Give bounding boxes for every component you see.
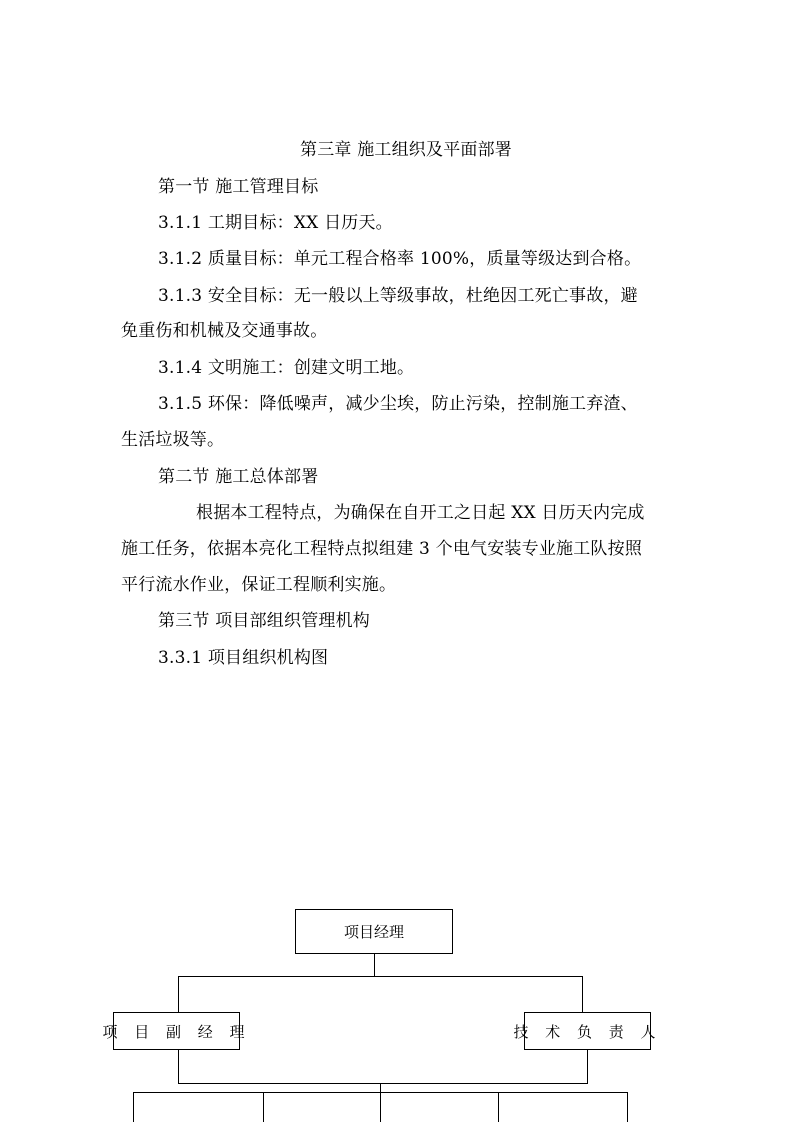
section2-para-line3: 平行流水作业，保证工程顺利实施。: [121, 575, 397, 595]
org-connector: [133, 1092, 628, 1093]
org-connector: [178, 976, 179, 1012]
org-connector: [587, 1050, 588, 1083]
chapter-title: 第三章 施工组织及平面部署: [300, 140, 513, 160]
org-connector: [380, 1083, 381, 1122]
org-connector: [133, 1092, 134, 1122]
org-connector: [498, 1092, 499, 1122]
section2-para-line2: 施工任务，依据本亮化工程特点拟组建 3 个电气安装专业施工队按照: [121, 539, 643, 559]
item-3-1-5-line2: 生活垃圾等。: [121, 430, 225, 450]
org-connector: [178, 976, 583, 977]
org-label-deputy-manager: 项 目 副 经 理: [102, 1022, 251, 1041]
item-3-1-4: 3.1.4 文明施工：创建文明工地。: [158, 358, 415, 378]
item-3-1-1: 3.1.1 工期目标：XX 日历天。: [158, 213, 393, 233]
org-box-deputy-manager: [102, 1012, 251, 1050]
org-box-technical-lead: [513, 1012, 662, 1050]
org-box-project-manager: [295, 909, 453, 954]
org-connector: [627, 1092, 628, 1122]
section-heading-1: 第一节 施工管理目标: [158, 177, 319, 197]
item-3-1-3-line1: 3.1.3 安全目标：无一般以上等级事故，杜绝因工死亡事故，避: [158, 286, 638, 306]
section-heading-3: 第三节 项目部组织管理机构: [158, 611, 371, 631]
org-connector: [263, 1092, 264, 1122]
org-connector: [582, 976, 583, 1012]
org-label-project-manager: 项目经理: [343, 923, 404, 941]
org-connector: [178, 1050, 179, 1083]
section-heading-2: 第二节 施工总体部署: [158, 467, 319, 487]
org-label-technical-lead: 技 术 负 责 人: [513, 1022, 662, 1041]
section2-para-line1: 根据本工程特点，为确保在自开工之日起 XX 日历天内完成: [196, 503, 645, 523]
org-connector: [374, 954, 375, 976]
item-3-1-3-line2: 免重伤和机械及交通事故。: [121, 321, 328, 341]
item-3-1-2: 3.1.2 质量目标：单元工程合格率 100%，质量等级达到合格。: [158, 249, 642, 269]
item-3-1-5-line1: 3.1.5 环保：降低噪声，减少尘埃，防止污染，控制施工弃渣、: [158, 394, 638, 414]
org-connector: [178, 1083, 588, 1084]
item-3-3-1: 3.3.1 项目组织机构图: [158, 648, 329, 668]
